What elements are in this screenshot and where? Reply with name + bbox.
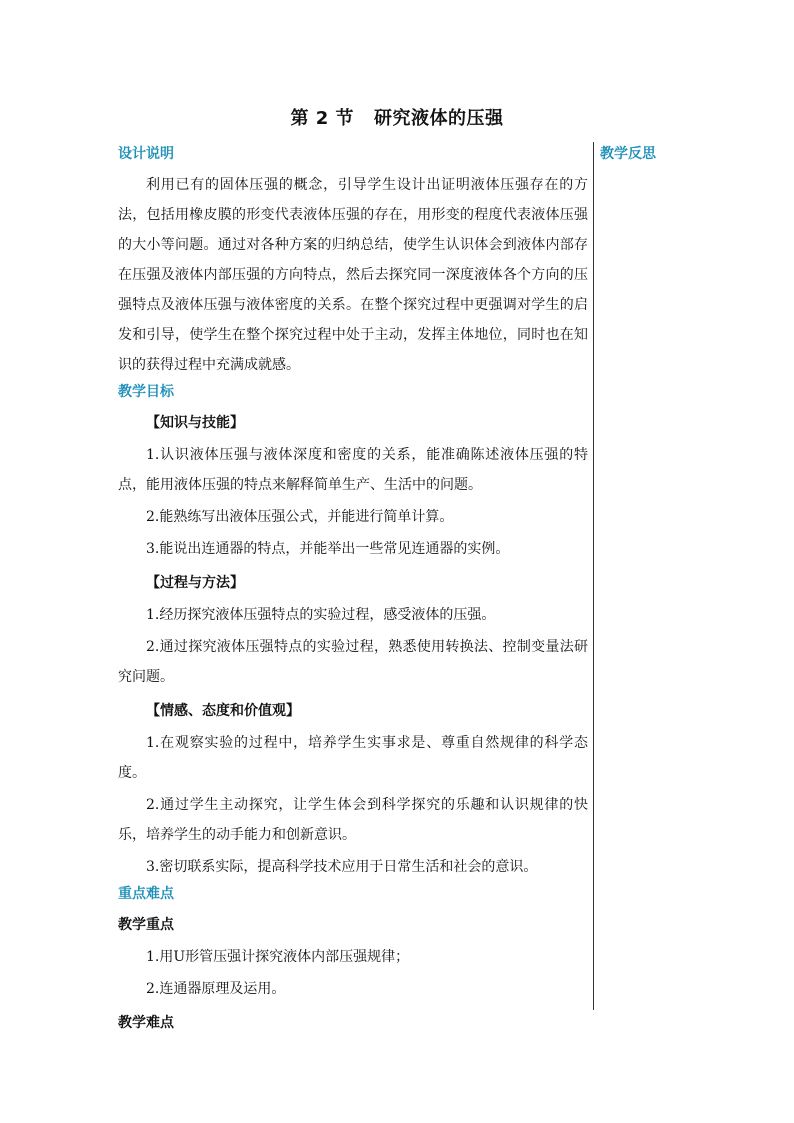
emotion-item: 1.在观察实验的过程中，培养学生实事求是、尊重自然规律的科学态度。 — [118, 735, 588, 781]
focus-label: 教学重点 — [118, 917, 174, 933]
process-item: 1.经历探究液体压强特点的实验过程，感受液体的压强。 — [146, 607, 496, 623]
difficulty-label: 教学难点 — [118, 1015, 174, 1031]
emotion-item: 3.密切联系实际，提高科学技术应用于日常生活和社会的意识。 — [146, 859, 538, 875]
goals-heading: 教学目标 — [118, 384, 174, 400]
knowledge-item: 1.认识液体压强与液体深度和密度的关系，能准确陈述液体压强的特点，能用液体压强的特点来解释简单生产、生活中的问题。 — [118, 447, 588, 493]
emotion-label: 【情感、态度和价值观】 — [146, 703, 300, 719]
knowledge-item: 3.能说出连通器的特点，并能举出一些常见连通器的实例。 — [146, 541, 510, 557]
section-name: 研究液体的压强 — [374, 108, 504, 129]
main-column — [118, 142, 588, 1038]
keypoints-heading: 重点难点 — [118, 886, 174, 902]
knowledge-item: 2.能熟练写出液体压强公式，并能进行简单计算。 — [146, 509, 454, 525]
sidebar-reflection-label: 教学反思 — [600, 146, 656, 162]
page-title — [0, 104, 794, 130]
process-label: 【过程与方法】 — [146, 575, 244, 591]
design-body: 利用已有的固体压强的概念，引导学生设计出证明液体压强存在的方法，包括用橡皮膜的形变代表液体压强的存在，用形变的程度代表液体压强的大小等问题。通过对各种方案的归纳总结，使学生认识体会到液体内部存在压强及液体内部压强的方向特点，然后去探究同一深度液体各个方向的压强特点及液体压强与液体密度的关系。在整个探究过程中更强调对学生的启发和引导，使学生在整个探究过程中处于主动，发挥主体地位，同时也在知识的获得过程中充满成就感。 — [118, 177, 588, 373]
column-divider — [593, 142, 594, 1010]
design-heading: 设计说明 — [118, 146, 174, 162]
focus-item: 1.用U形管压强计探究液体内部压强规律； — [146, 949, 410, 965]
emotion-item: 2.通过学生主动探究，让学生体会到科学探究的乐趣和认识规律的快乐，培养学生的动手能力和创新意识。 — [118, 797, 588, 843]
knowledge-label: 【知识与技能】 — [146, 415, 244, 431]
section-number: 第 2 节 — [290, 108, 355, 129]
process-item: 2.通过探究液体压强特点的实验过程，熟悉使用转换法、控制变量法研究问题。 — [118, 639, 588, 685]
focus-item: 2.连通器原理及运用。 — [146, 981, 286, 997]
